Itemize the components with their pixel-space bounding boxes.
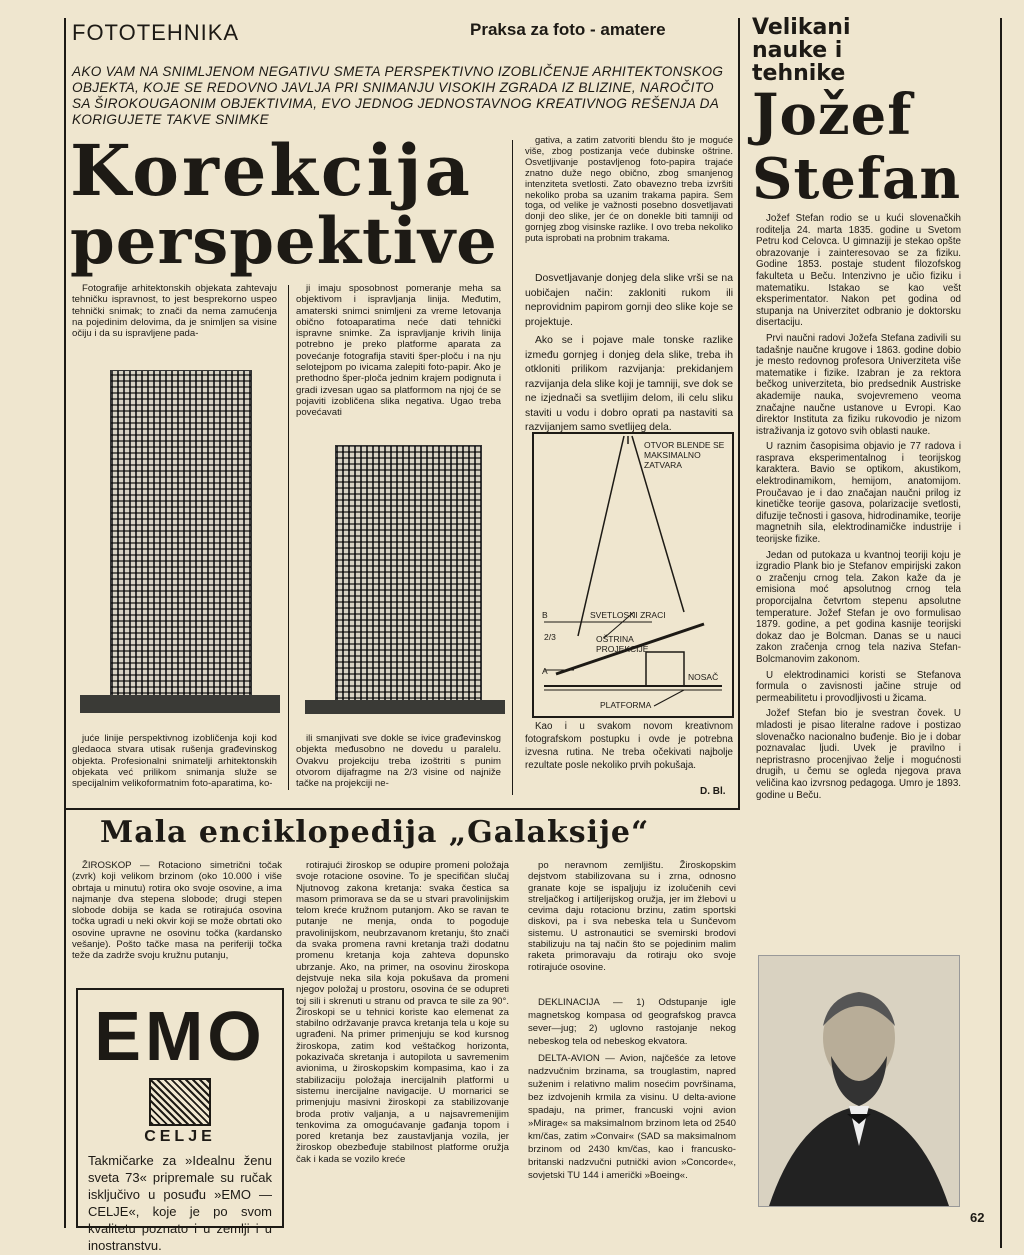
paragraph: Jožef Stefan bio je svestran čovek. U mladosti je pisao literalne radove i postizao slovenačko nacionalno buđenje. Bio je i dobar poznavalac ljudi. Uvek je pravilno i nepristrasno procenjivao želje i mogućnosti drugih, u čemu se ogleda njegova prava veličina kao izvrsnog pedagoga. Umro je 1893. godine u Beču. xyxy=(756,708,961,801)
paragraph: rotirajući žiroskop se odupire promeni položaja svoje rotacione osovine. To je specifičan slučaj Njutnovog zakona kretanja: svaka čestica sa masom primorava se da se u stvari pravolinijskim telom kreće kružnom putanjom. Ako se ravan te putanje ne menja, onda to pogoduje pravolinijskom, neubrzavanom kretanju, što znači da svaka promena ravni kretanja traži dodatnu promenu kretanja koja zahteva dopunsko ubrzanje. Ako, na primer, na osovinu žiroskopa dejstvuje neka sila koja pokušava da promeni njegov položaj u prostoru, osovina će se odupreti toj sili i skrenuti u stranu od pravca te sile za 90°. Žiroskopi se u tehnici koriste kao elemenat za stabilno održavanje pravca kretanja tela u koje su ugrađeni. Na primer primenjuju se kod kursnog žiroskopa, zatim kod veštačkog horizonta, pokazivača skretanja i autopilota u savremenim avionima, u žiroskopskim kompasima, kao i za stabilizaciju položaja inercijalnih platformi u sistemu inercijalne navigacije. U mornarici se primenjuju masivni žiroskopi za stabilizovanje broda protiv valjanja, a u najsavremenijim tenkovima za omogućavanje gađanja topom i pored kretanja bez zaustavljanja vozila, jer žiroskop obezbeđuje stabilnost platforme oružja čak i kada se vozilo kreće xyxy=(296,860,509,1165)
paragraph: U elektrodinamici koristi se Stefanova formula o zavisnosti jačine struje od permeabilitetu i provodljivosti u žicama. xyxy=(756,669,961,704)
right-frame-rule xyxy=(1000,18,1002,1248)
paragraph: Jožef Stefan rodio se u kući slovenačkih roditelja 24. marta 1835. godine u Svetom Petru kod Celovca. U gimnaziji je stekao opšte obrazovanje i zainteresovao se za fiziku. Godine 1853. postaje student filozofskog fakulteta u Beču. Intenzivno je učio fiziku i matematiku. Istakao se kao vešt eksperimentator. Nakon pet godina od stupanja na Univerzitet odbranio je doktorsku disertaciju. xyxy=(756,213,961,329)
diagram-label-platform: PLATFORMA xyxy=(600,700,652,710)
paragraph: Ako se i pojave male tonske razlike između gornjeg i donjeg dela slike, treba ih otkloniti prilikom razvijanja: prekidanjem razvijanja dela slike koji je tamniji, sve dok se ne izjednači sa svetlijim delom, ili celu sliku staviti u vodu i dobro oprati pa nastaviti sa razvijanjem samo svetlijeg dela. xyxy=(525,335,733,433)
sidebar-biography xyxy=(756,213,961,805)
sidebar-name-line1: Jožef xyxy=(752,82,913,148)
projection-diagram xyxy=(532,432,734,718)
article-col1-bottom xyxy=(72,733,277,791)
emo-advertisement xyxy=(76,988,284,1253)
portrait-drawing xyxy=(759,956,959,1206)
emo-city: CELJE xyxy=(144,1128,216,1145)
diagram-label-b: B xyxy=(542,610,548,620)
encyclopedia-col3-entries xyxy=(528,996,736,1186)
article-col1-top xyxy=(72,283,277,341)
paragraph: Prvi naučni radovi Jožefa Stefana zadivili su tadašnje naučne krugove i 1863. godine dobio je mesto redovnog profesora Univerziteta više matematike i fizike. Izabran je za rektora bečkog univerziteta, bio predsednik Austriske akademije nauka, svojevremeno veoma značajne naučne ustanove u Evropi. Kao direktor Instituta za fiziku rukovodio je nizom istraživanja iz gotovo svih oblasti nauke. xyxy=(756,332,961,437)
article-col3-mid xyxy=(525,272,733,440)
celje-crest-icon xyxy=(149,1078,211,1126)
section-subtitle: Praksa za foto - amatere xyxy=(470,20,666,39)
paragraph: Fotografije arhitektonskih objekata zahtevaju tehničku ispravnost, to jest besprekorno uspeo tehnički snimak; to znači da nema zamućenja na pojedinim delovima, da je snimljen sa visine očiju i da su ispravljene pada- xyxy=(72,283,277,340)
paragraph: ili smanjivati sve dokle se ivice građevinskog objekta međusobno ne dovedu u paralelu. Ovakvu projekciju treba izoštriti s punim otvorom dijafragme na 2/3 visine od najniže tačke na projekciji ne- xyxy=(296,733,501,790)
article-signature: D. Bl. xyxy=(700,786,726,797)
column-rule xyxy=(288,285,289,790)
diagram-label-sharpness: OŠTRINA PROJEKCIJE xyxy=(596,634,649,654)
paragraph: gativa, a zatim zatvoriti blendu što je moguće više, zbog postizanja veće dubinske oštrine. Osvetljivanje postavljenog foto-papira trajaće znatno duže nego obično, zbog smanjenog intenziteta svetlosti. Zato obavezno treba izvršiti nekoliko proba sa uzanim trakama papira. Sem toga, od velike je važnosti posebno dosvetljavati donji deo slike, jer će on donekle biti tamniji od gornjeg zbog visinske razlike. I ovo treba nekoliko puta isprobati na probnim trakama. xyxy=(525,134,733,244)
building-photo-after xyxy=(335,445,482,712)
diagram-label-rays: SVETLOSNI ZRACI xyxy=(590,610,666,620)
paragraph: ji imaju sposobnost pomeranje meha sa objektivom i ispravljanja linija. Međutim, amaterski snimci snimljeni za vreme letovanja obično fotoaparatima neće dati tehnički ispravne snimke. Za ispravljanje krivih linija potrebno je preko platforme aparata za povećanje fotografija staviti šper-ploču i na nju selotejpom po ivicama zalepiti foto-papir. Ako je prethodno šper-ploča jednim krajem podignuta i gradi izvesan ugao sa platformom na njoj će se pojaviti izobličena slika negativa. Ugao treba povećavati xyxy=(296,283,501,419)
article-col3-bottom xyxy=(525,720,733,776)
paragraph: ŽIROSKOP — Rotaciono simetrični točak (zvrk) koji velikom brzinom (oko 10.000 i više obrtaja u minutu) rotira oko svoje osovine, a ima najmanje dva stepena slobode; drugi stepen slobode dobija se kada se rotirajuća osovina točka ugradi u neki okvir koji se može obrtati oko osovine upravne ne osovinu točka (kardansko vešanje). Pošto tačke masa na periferiji točka teže da zadrže svoju kružnu putanju, xyxy=(72,860,282,962)
article-col2-bottom xyxy=(296,733,501,791)
paragraph: U raznim časopisima objavio je 77 radova i rasprava eksperimentalnog i teorijskog karaktera. Bavio se optikom, akustikom, elektrodinamikom, hemijom, anatomijom. Proučavao je i dao značajan naučni prilog iz kinetičke teorije gasova, polarizacije svetlosti, difuzije tečnosti i gasova, hidrodinamike, teorije magnetnih sila, elektrodinamičke industrije i teorijske fizike. xyxy=(756,441,961,546)
diagram-label-support: NOSAČ xyxy=(688,672,719,682)
building-photo-before xyxy=(110,370,252,707)
photo-ground xyxy=(305,700,505,714)
diagram-label-two-thirds: 2/3 xyxy=(544,632,556,642)
paragraph: DELTA-AVION — Avion, najčešće za letove nadzvučnim brzinama, sa trouglastim, napred suženim i relativno malim nosećim površinama, bez izdvojenih krmila za visinu. U delta-avione spadaju, na primer, francuski vojni avion »Mirage« sa maksimalnom brzinom leta od 2540 km/čas, zatim »Convair« (SAD sa maksimalnom brzinom od 2430 km/čas, kao i francusko-britanski nadzvučni putnički avion »Concorde«, sovjetski TU 144 i američki »Boeing«. xyxy=(528,1053,736,1181)
paragraph: Jedan od putokaza u kvantnoj teoriji koju je izgradio Plank bio je Stefanov empirijski zakon o zračenju crnog tela. Zakon kaže da je emisiona moć apsolutnog crnog tela proporcijalna četvrtom stepenu apsolutne temperature. Jožef Stefan je ovo formulisao 1879. godine, a pet godina kasnije teorijski dokaz dao je Bolcman. Danas se u nauci zakon zračenja crnog tela naziva Stefan-Bolcmanovim zakonom. xyxy=(756,549,961,665)
middle-frame-rule xyxy=(738,18,740,808)
photo-ground xyxy=(80,695,280,713)
column-rule xyxy=(512,140,513,795)
sidebar-name-line2: Stefan xyxy=(752,146,962,212)
paragraph: juće linije perspektivnog izobličenja koji kod gledaoca stvara utisak rušenja građevinskog objekta. Profesionalni snimatelji arhitektonskih objekata već prilikom snimanja služe se specijalnim velikoformatnim foto-aparatima, ko- xyxy=(72,733,277,790)
paragraph: po neravnom zemljištu. Žiroskopskim dejstvom stabilizovana su i zrna, odnosno granate koje se ispaljuju iz izolučenih cevi streljačkog i artiljerijskog oružja, jer im žlebovi u cevima daju rotacionu brzinu, zatim sportski diskovi, pa i sva nebeska tela u Sunčevom sistemu. U astronautici se svemirski brodovi stabilizuju na taj način što se pojedinim malim raketa primoravaju da rotiraju oko svoje rotirajuće osovine. xyxy=(528,860,736,973)
left-frame-rule xyxy=(64,18,66,1228)
encyclopedia-col2 xyxy=(296,860,509,1167)
article-lead: AKO VAM NA SNIMLJENOM NEGATIVU SMETA PERSPEKTIVNO IZOBLIČENJE ARHITEKTONSKOG OBJEKTA, KOJE SE REDOVNO JAVLJA PRI SNIMANJU VISOKIH ZGRADA IZ BLIZINE, NAROČITO SA ŠIROKOUGAONIM OBJEKTIVIMA, EVO JEDNOG JEDNOSTAVNOG KREATIVNOG REŠENJA DA KORIGUJETE TAKVE SNIMKE xyxy=(72,64,724,127)
emo-logo: EMO xyxy=(94,997,266,1075)
encyclopedia-title: Mala enciklopedija „Galaksije“ xyxy=(100,815,650,850)
diagram-label-a: A xyxy=(542,666,548,676)
encyclopedia-top-rule xyxy=(64,808,740,810)
section-name: FOTOTEHNIKA xyxy=(72,20,240,45)
article-col3-top xyxy=(525,135,733,246)
emo-ad-text: Takmičarke za »Idealnu ženu sveta 73« pripremale su ručak isključivo u posuđu »EMO — CELJE«, koje je po svom kvalitetu poznato i u zemlji i u inostranstvu. xyxy=(88,1153,272,1253)
diagram-label-aperture: OTVOR BLENDE SE MAKSIMALNO ZATVARA xyxy=(644,440,725,470)
article-title-line1: Korekcija xyxy=(70,129,473,212)
article-title-line2: perspektive xyxy=(70,204,498,279)
encyclopedia-col3 xyxy=(528,860,736,975)
page-number: 62 xyxy=(970,1210,985,1225)
sidebar-section-title: Velikani nauke i tehnike xyxy=(752,15,851,86)
article-col2-top xyxy=(296,283,501,421)
paragraph: Kao i u svakom novom kreativnom fotografskom postupku i ovde je potrebna izvesna rutina. Ne treba očekivati najbolje rezultate posle nekoliko prvih pokušaja. xyxy=(525,721,733,771)
encyclopedia-col1 xyxy=(72,860,282,964)
paragraph: DEKLINACIJA — 1) Odstupanje igle magnetskog kompasa od geografskog pravca sever—jug; 2) uglovno rastojanje nekog nebeskog tela od nebeskog ekvatora. xyxy=(528,997,736,1047)
paragraph: Dosvetljavanje donjeg dela slike vrši se na uobičajen način: zakloniti rukom ili neprovidnim papirom gornji deo slike koje se projektuje. xyxy=(525,273,733,328)
portrait-photo xyxy=(758,955,960,1207)
